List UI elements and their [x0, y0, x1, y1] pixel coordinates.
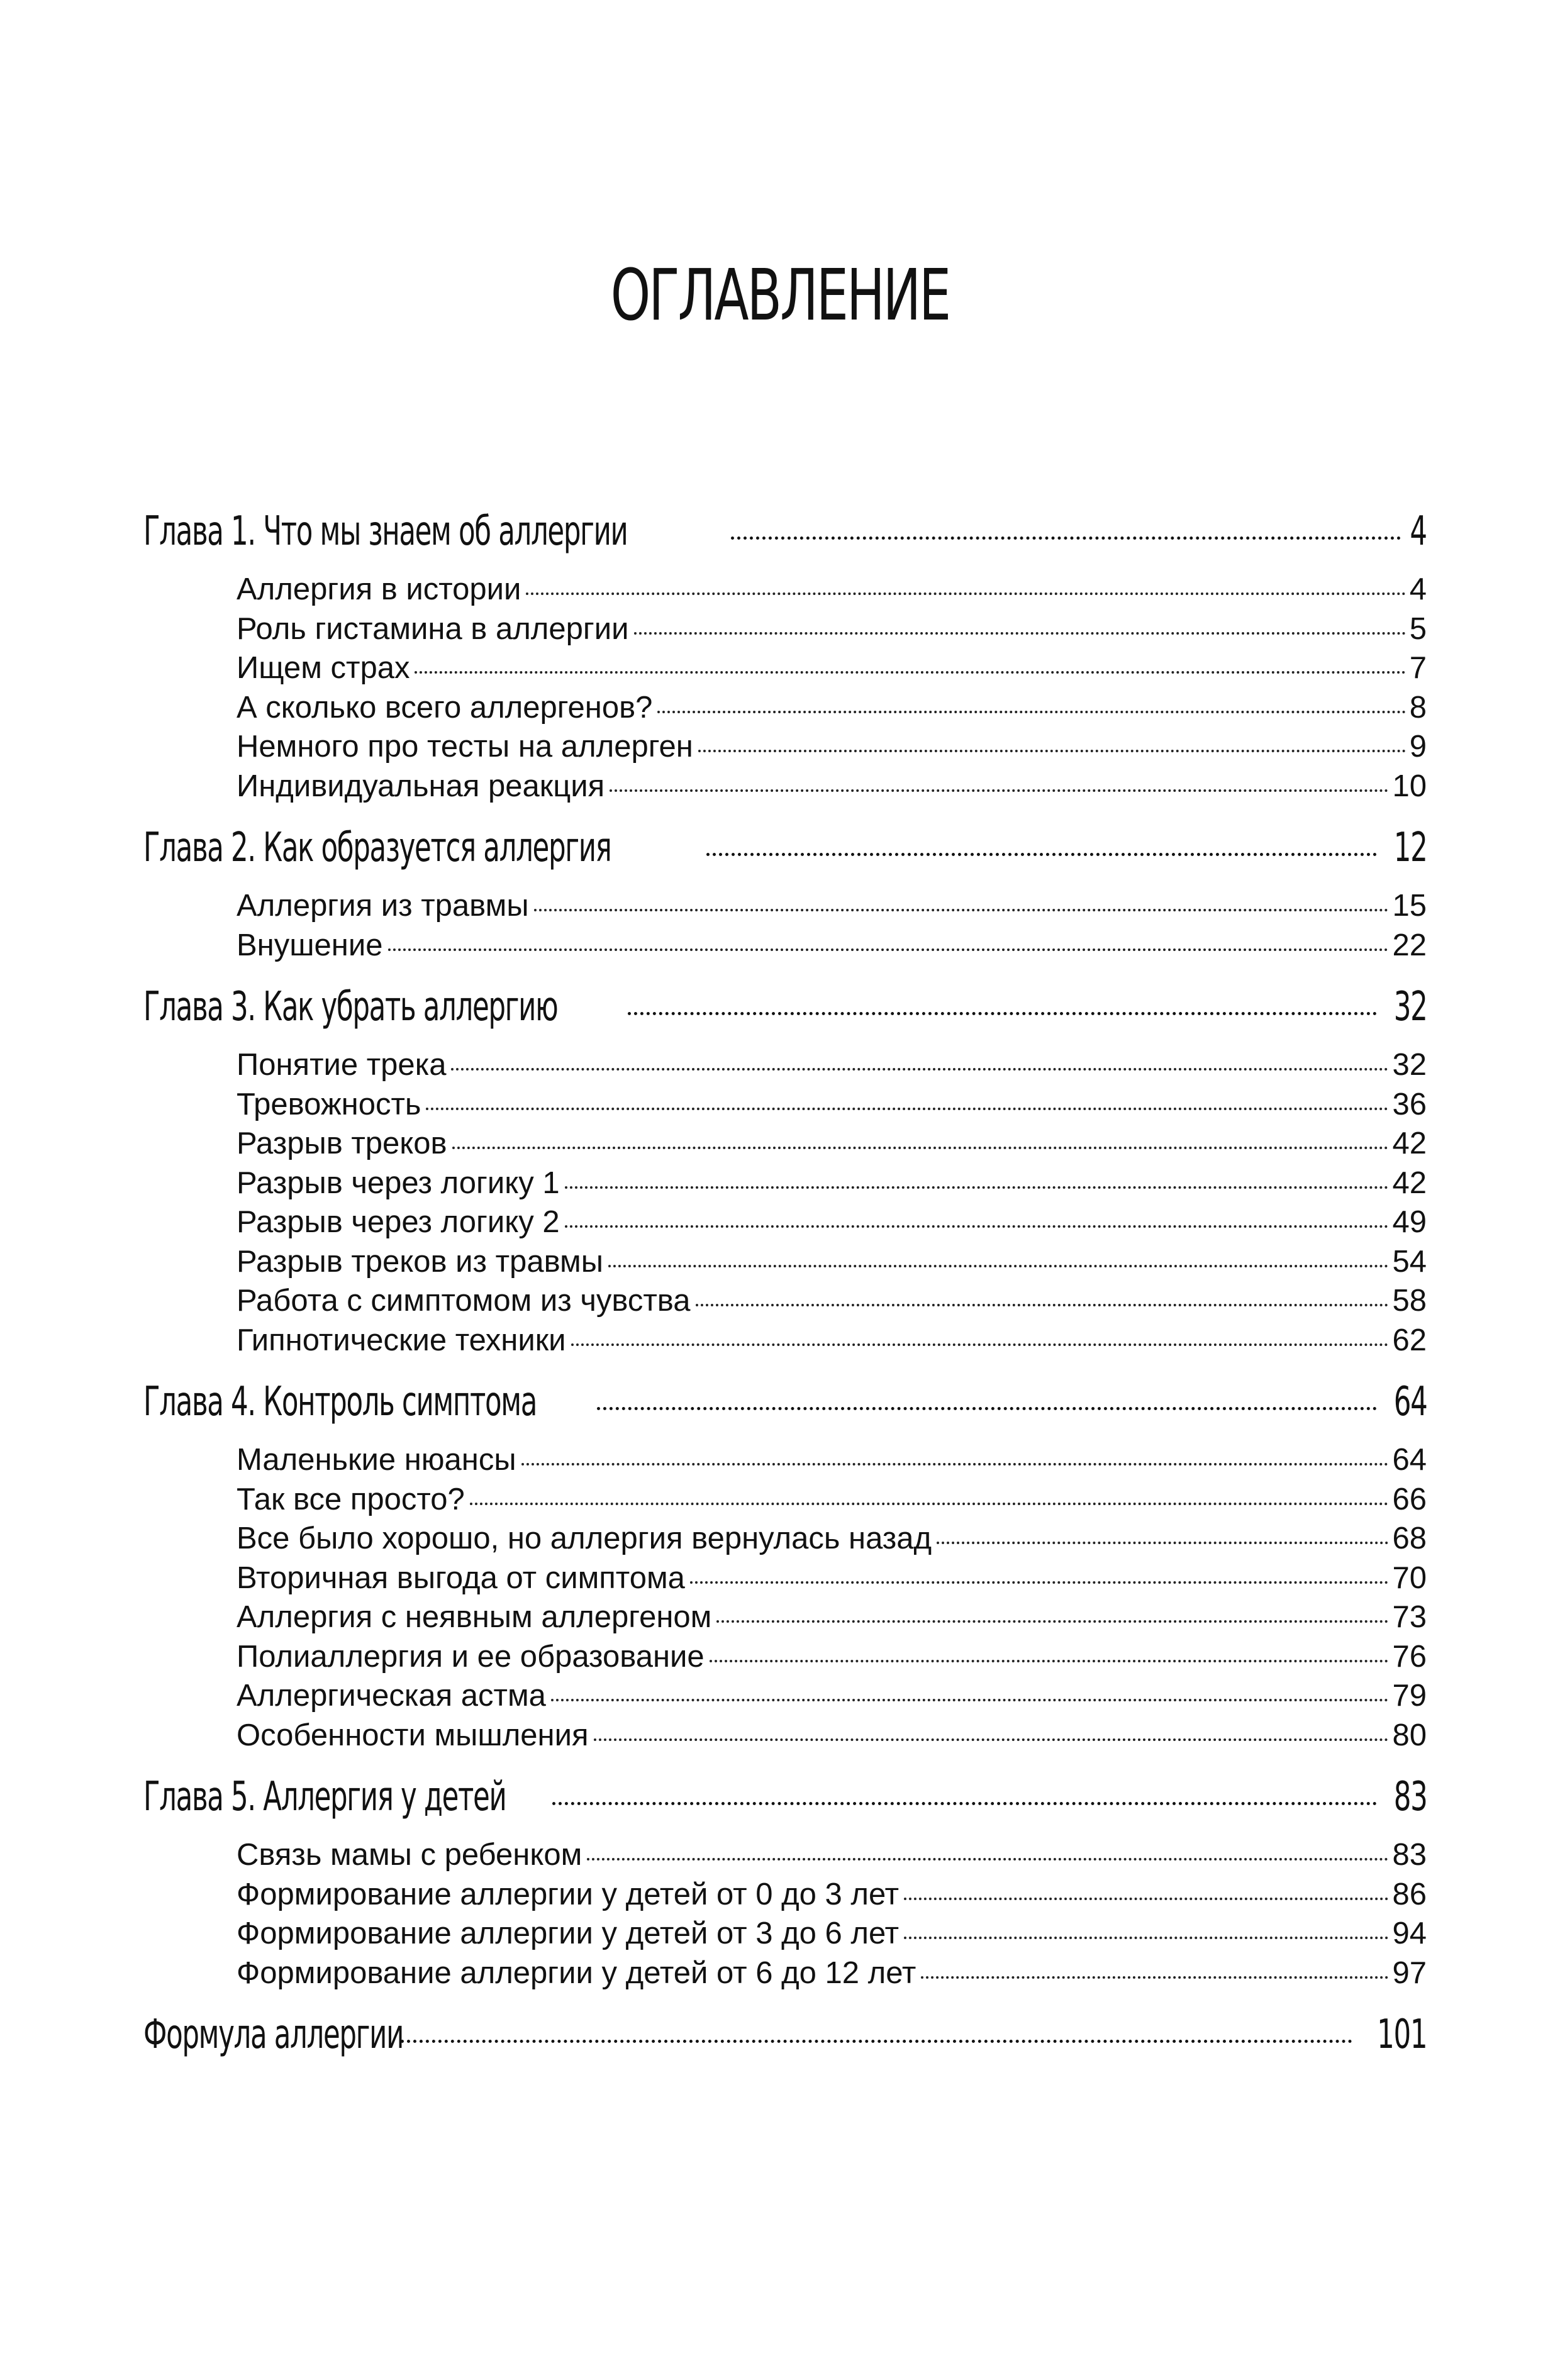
section-page-number: 64 — [1392, 1443, 1427, 1477]
section-page-number: 22 — [1392, 928, 1427, 962]
section-entry[interactable] — [237, 1480, 1427, 1520]
section-page-number: 15 — [1392, 889, 1427, 923]
chapter-block — [143, 1774, 1427, 1993]
chapter-block — [143, 825, 1427, 965]
dot-leader — [526, 592, 1405, 595]
section-page-number: 68 — [1392, 1521, 1427, 1555]
section-page-number: 76 — [1392, 1639, 1427, 1674]
section-entry[interactable] — [237, 1203, 1427, 1242]
section-page-number: 42 — [1392, 1126, 1427, 1160]
dot-leader — [401, 2040, 1352, 2043]
section-title: Разрыв через логику 1 — [237, 1165, 560, 1200]
dot-leader — [597, 1407, 1376, 1410]
dot-leader — [634, 632, 1406, 635]
section-entry[interactable] — [237, 1519, 1427, 1559]
section-title: Работа с симптомом из чувства — [237, 1284, 691, 1318]
section-page-number: 86 — [1392, 1877, 1427, 1911]
section-title: Гипнотические техники — [237, 1323, 566, 1357]
section-title: Особенности мышления — [237, 1718, 589, 1752]
chapter-entry[interactable] — [143, 825, 1427, 882]
section-entry[interactable] — [237, 688, 1427, 728]
dot-leader — [690, 1581, 1389, 1584]
section-page-number: 58 — [1392, 1284, 1427, 1318]
dot-leader — [904, 1937, 1388, 1939]
section-page-number: 9 — [1409, 730, 1427, 764]
dot-leader — [415, 671, 1405, 674]
section-title: Формирование аллергии у детей от 3 до 6 лет — [237, 1916, 900, 1950]
section-entry[interactable] — [237, 1914, 1427, 1954]
dot-leader — [698, 750, 1406, 752]
section-title: Формирование аллергии у детей от 0 до 3 лет — [237, 1877, 900, 1911]
section-page-number: 79 — [1392, 1679, 1427, 1713]
dot-leader — [706, 853, 1376, 856]
dot-leader — [565, 1186, 1389, 1189]
dot-leader — [628, 1012, 1376, 1015]
chapter-title: Глава 1. Что мы знаем об аллергии — [143, 508, 628, 555]
section-entry[interactable] — [237, 1716, 1427, 1755]
section-entry[interactable] — [237, 886, 1427, 926]
section-page-number: 83 — [1392, 1838, 1427, 1872]
dot-leader — [594, 1738, 1389, 1741]
dot-leader — [608, 1265, 1389, 1267]
section-entry[interactable] — [237, 1281, 1427, 1321]
chapter-block — [143, 1379, 1427, 1755]
section-title: Аллергия из травмы — [237, 889, 529, 923]
section-title: Разрыв треков из травмы — [237, 1244, 603, 1279]
section-page-number: 32 — [1392, 1048, 1427, 1082]
dot-leader — [937, 1542, 1388, 1544]
section-page-number: 5 — [1409, 611, 1427, 646]
section-entry[interactable] — [237, 1045, 1427, 1085]
section-list — [143, 886, 1427, 965]
chapter-block — [143, 984, 1427, 1360]
dot-leader — [716, 1620, 1388, 1623]
dot-leader — [451, 1068, 1388, 1070]
section-page-number: 36 — [1392, 1087, 1427, 1121]
chapter-title: Глава 4. Контроль симптома — [143, 1379, 537, 1425]
chapter-entry[interactable] — [143, 1379, 1427, 1437]
chapter-title: Формула аллергии — [143, 2011, 403, 2058]
section-title: Вторичная выгода от симптома — [237, 1560, 685, 1595]
dot-leader — [552, 1802, 1377, 1805]
chapter-page-number: 32 — [1393, 984, 1427, 1030]
dot-leader — [521, 1463, 1389, 1465]
dot-leader — [587, 1858, 1388, 1860]
section-entry[interactable] — [237, 1124, 1427, 1164]
section-title: Ищем страх — [237, 651, 410, 685]
dot-leader — [904, 1898, 1388, 1900]
section-title: Немного про тесты на аллерген — [237, 730, 693, 764]
section-entry[interactable] — [237, 1875, 1427, 1915]
section-entry[interactable] — [237, 1164, 1427, 1203]
section-entry[interactable] — [237, 648, 1427, 688]
section-title: Аллергия в истории — [237, 572, 521, 606]
chapter-page-number: 4 — [1410, 508, 1427, 555]
dot-leader — [388, 948, 1389, 951]
section-title: Формирование аллергии у детей от 6 до 12 лет — [237, 1955, 916, 1990]
section-title: Роль гистамина в аллергии — [237, 611, 629, 646]
section-page-number: 94 — [1392, 1916, 1427, 1950]
chapter-page-number: 64 — [1393, 1379, 1427, 1425]
section-entry[interactable] — [237, 727, 1427, 767]
section-entry[interactable] — [237, 1954, 1427, 1993]
section-entry[interactable] — [237, 1321, 1427, 1360]
page-title: ОГЛАВЛЕНИЕ — [610, 255, 950, 336]
section-entry[interactable] — [237, 1440, 1427, 1480]
table-of-contents — [143, 508, 1427, 2069]
section-entry[interactable] — [237, 609, 1427, 649]
section-entry[interactable] — [237, 1559, 1427, 1598]
section-title: Все было хорошо, но аллергия вернулась назад — [237, 1521, 932, 1555]
section-title: Так все просто? — [237, 1482, 465, 1516]
chapter-page-number: 12 — [1393, 825, 1427, 871]
dot-leader — [551, 1699, 1389, 1701]
section-title: Разрыв треков — [237, 1126, 447, 1160]
section-entry[interactable] — [237, 1676, 1427, 1716]
section-page-number: 70 — [1392, 1560, 1427, 1595]
section-entry[interactable] — [237, 1242, 1427, 1282]
dot-leader — [610, 789, 1388, 792]
section-page-number: 7 — [1409, 651, 1427, 685]
section-title: Разрыв через логику 2 — [237, 1205, 560, 1239]
section-title: Полиаллергия и ее образование — [237, 1639, 705, 1674]
section-list — [143, 570, 1427, 806]
section-entry[interactable] — [237, 767, 1427, 806]
chapter-entry[interactable] — [143, 1774, 1427, 1832]
chapter-block — [143, 2011, 1427, 2069]
section-list — [143, 1440, 1427, 1755]
section-page-number: 4 — [1409, 572, 1427, 606]
section-list — [143, 1835, 1427, 1993]
section-entry[interactable] — [237, 1085, 1427, 1125]
dot-leader — [710, 1660, 1389, 1662]
section-entry[interactable] — [237, 1598, 1427, 1637]
section-title: Аллергия с неявным аллергеном — [237, 1600, 712, 1634]
dot-leader — [452, 1147, 1389, 1149]
section-title: Понятие трека — [237, 1048, 447, 1082]
dot-leader — [565, 1225, 1389, 1228]
chapter-entry[interactable] — [143, 508, 1427, 566]
section-page-number: 66 — [1392, 1482, 1427, 1516]
section-page-number: 49 — [1392, 1205, 1427, 1239]
section-page-number: 42 — [1392, 1165, 1427, 1200]
section-entry[interactable] — [237, 570, 1427, 609]
chapter-entry[interactable] — [143, 984, 1427, 1042]
section-title: Аллергическая астма — [237, 1679, 546, 1713]
section-page-number: 80 — [1392, 1718, 1427, 1752]
dot-leader — [470, 1503, 1389, 1505]
section-title: Индивидуальная реакция — [237, 769, 605, 803]
section-title: А сколько всего аллергенов? — [237, 690, 653, 725]
dot-leader — [921, 1976, 1388, 1979]
chapter-title: Глава 2. Как образуется аллергия — [143, 825, 611, 871]
dot-leader — [571, 1343, 1389, 1346]
section-page-number: 54 — [1392, 1244, 1427, 1279]
dot-leader — [731, 537, 1401, 540]
section-page-number: 73 — [1392, 1600, 1427, 1634]
section-title: Тревожность — [237, 1087, 421, 1121]
section-page-number: 97 — [1392, 1955, 1427, 1990]
dot-leader — [657, 711, 1405, 713]
chapter-page-number: 83 — [1393, 1774, 1427, 1820]
section-title: Связь мамы с ребенком — [237, 1838, 582, 1872]
chapter-page-number: 101 — [1377, 2011, 1427, 2058]
chapter-title: Глава 3. Как убрать аллергию — [143, 984, 558, 1030]
chapter-entry[interactable] — [143, 2011, 1427, 2069]
section-entry[interactable] — [237, 1835, 1427, 1875]
section-list — [143, 1045, 1427, 1360]
chapter-block — [143, 508, 1427, 806]
section-title: Внушение — [237, 928, 383, 962]
section-entry[interactable] — [237, 926, 1427, 965]
dot-leader — [426, 1108, 1388, 1110]
section-page-number: 10 — [1392, 769, 1427, 803]
section-page-number: 8 — [1409, 690, 1427, 725]
section-page-number: 62 — [1392, 1323, 1427, 1357]
section-title: Маленькие нюансы — [237, 1443, 516, 1477]
section-entry[interactable] — [237, 1637, 1427, 1677]
dot-leader — [534, 909, 1389, 911]
chapter-title: Глава 5. Аллергия у детей — [143, 1774, 506, 1820]
dot-leader — [696, 1304, 1389, 1306]
